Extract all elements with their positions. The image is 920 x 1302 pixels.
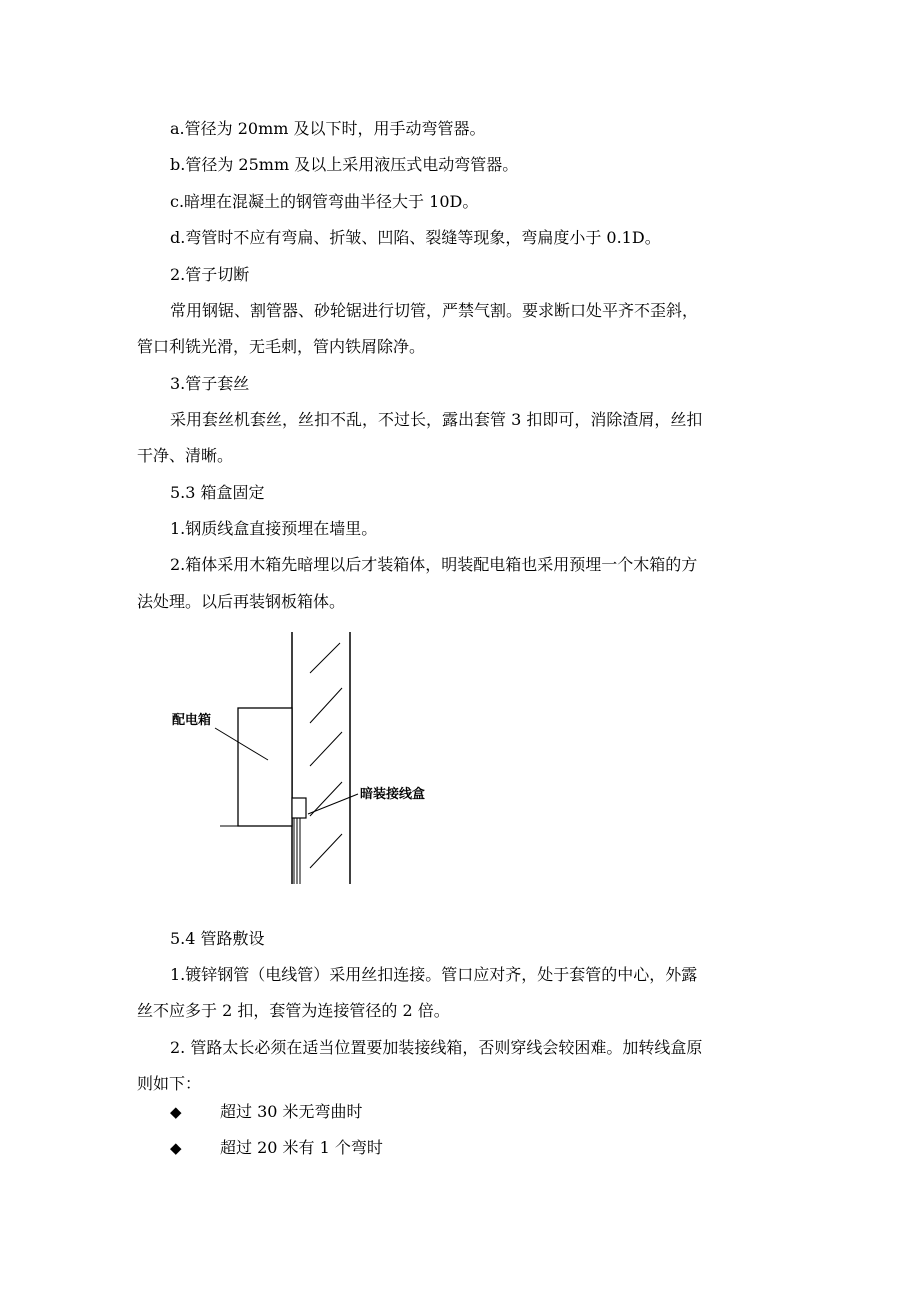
section-heading-5-4: 5.4 管路敷设 [170,929,265,948]
list-item-text: 超过 30 米无弯曲时 [220,1102,363,1121]
text-line-a: a.管径为 20mm 及以下时，用手动弯管器。 [170,119,486,138]
section-heading-pipe-threading: 3.管子套丝 [170,374,250,393]
list-item [170,1102,363,1122]
label-junction-box: 暗装接线盒 [360,787,426,802]
paragraph-line: 则如下： [137,1074,202,1093]
wall-hatching [310,643,342,868]
paragraph-line: 常用钢锯、割管器、砂轮锯进行切管，严禁气割。要求断口处平齐不歪斜， [170,301,699,320]
paragraph-line: 管口利铣光滑，无毛刺，管内铁屑除净。 [137,337,426,356]
paragraph-line: 法处理。以后再装钢板箱体。 [137,592,346,611]
paragraph-line: 1.镀锌钢管（电线管）采用丝扣连接。管口应对齐，处于套管的中心，外露 [170,965,698,984]
paragraph-line: 2.箱体采用木箱先暗埋以后才装箱体，明装配电箱也采用预埋一个木箱的方 [170,555,698,574]
junction-box [292,798,306,818]
section-heading-5-3: 5.3 箱盒固定 [170,483,265,502]
paragraph-line: 丝不应多于 2 扣，套管为连接管径的 2 倍。 [137,1001,450,1020]
text-line-c: c.暗埋在混凝土的钢管弯曲半径大于 10D。 [170,192,479,211]
text-line-b: b.管径为 25mm 及以上采用液压式电动弯管器。 [170,155,519,174]
diamond-bullet-icon: ◆ [170,1139,182,1157]
distribution-box-diagram [160,628,460,888]
paragraph-line: 采用套丝机套丝，丝扣不乱，不过长，露出套管 3 扣即可，消除渣屑，丝扣 [170,410,703,429]
paragraph-line: 2. 管路太长必须在适当位置要加装接线箱，否则穿线会较困难。加转线盒原 [170,1038,703,1057]
text-line-d: d.弯管时不应有弯扁、折皱、凹陷、裂缝等现象，弯扁度小于 0.1D。 [170,228,661,247]
diamond-bullet-icon: ◆ [170,1103,182,1121]
paragraph-line: 1.钢质线盒直接预埋在墙里。 [170,519,378,538]
section-heading-pipe-cutting: 2.管子切断 [170,265,250,284]
list-item [170,1138,383,1158]
label-distribution-box: 配电箱 [172,713,212,728]
list-item-text: 超过 20 米有 1 个弯时 [220,1138,383,1157]
distribution-box [238,708,292,826]
paragraph-line: 干净、清晰。 [137,446,234,465]
